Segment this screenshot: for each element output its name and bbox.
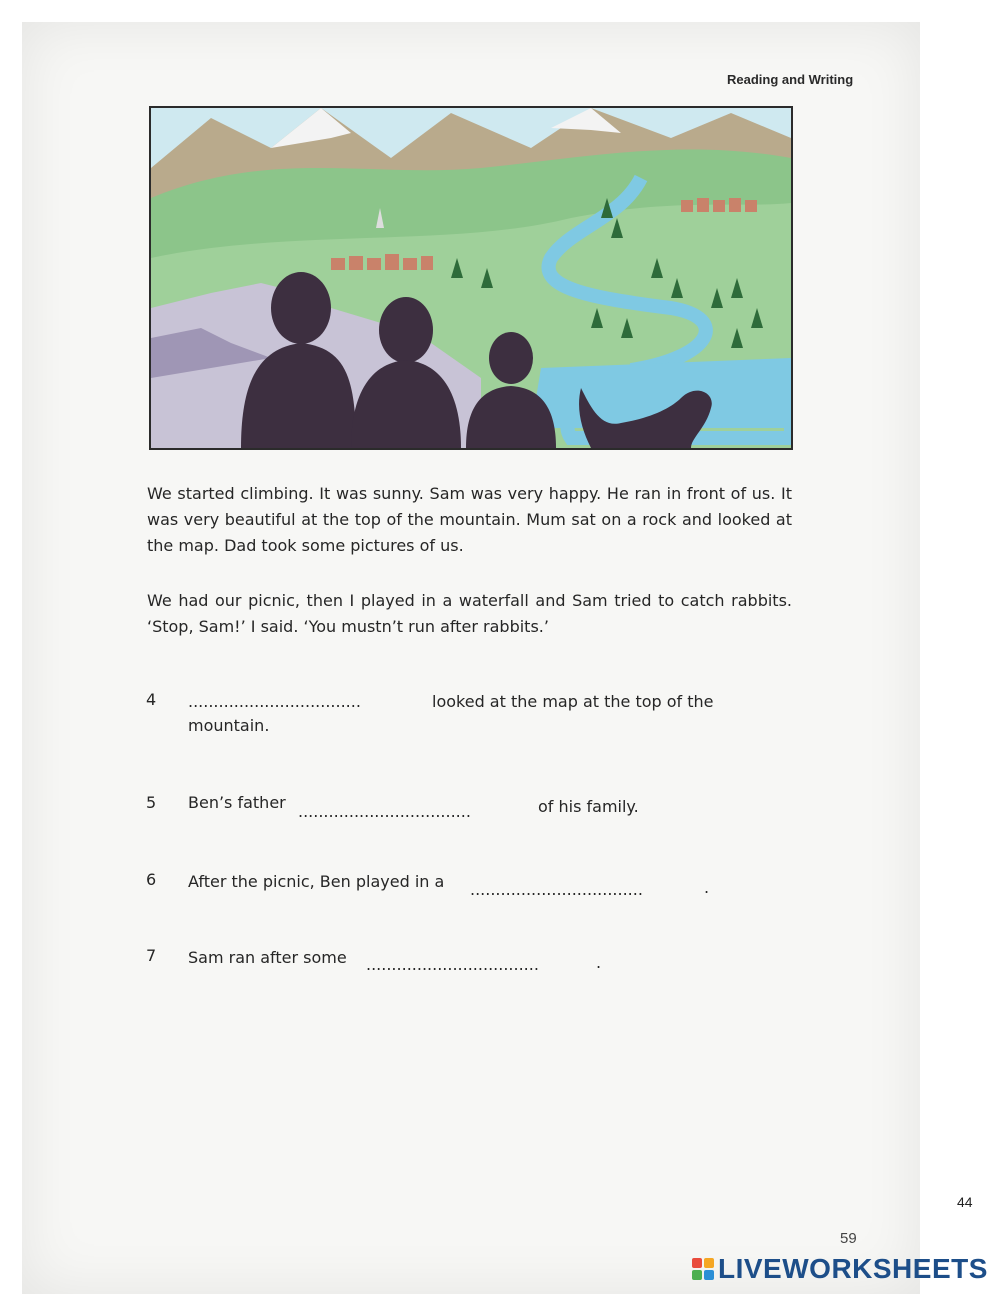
question-4-text-line2: mountain. (188, 716, 270, 735)
question-5-text-after: of his family. (538, 797, 639, 816)
section-header: Reading and Writing (727, 72, 854, 87)
logo-blocks-icon (692, 1258, 714, 1280)
question-7-text: Sam ran after some (188, 948, 347, 967)
question-4-text: looked at the map at the top of the (432, 692, 714, 711)
question-6-end: . (704, 878, 710, 897)
question-7-blank[interactable]: .................................. (366, 955, 539, 974)
question-6-blank[interactable]: .................................. (470, 880, 643, 899)
question-5-blank[interactable]: .................................. (298, 802, 471, 821)
question-6-number: 6 (146, 870, 157, 889)
question-7-number: 7 (146, 946, 157, 965)
answer-blank[interactable]: .................................. (188, 692, 361, 711)
liveworksheets-logo[interactable] (692, 1252, 988, 1286)
story-paragraph-2: We had our picnic, then I played in a waterfall and Sam tried to catch rabbits. ‘Stop, Sam!’ I said. ‘You mustn’t run after rabbits.’ (147, 591, 792, 636)
question-7-end: . (596, 953, 602, 972)
question-4-blank[interactable] (188, 692, 361, 711)
page-number: 59 (840, 1230, 857, 1247)
mountain-illustration (149, 106, 793, 450)
question-4-number: 4 (146, 690, 157, 709)
brand-name: LIVEWORKSHEETS (718, 1253, 988, 1284)
worksheet-number: 44 (957, 1194, 973, 1210)
question-5-text: Ben’s father (188, 793, 286, 812)
question-5-number: 5 (146, 793, 157, 812)
question-6-text: After the picnic, Ben played in a (188, 872, 445, 891)
story-paragraph-1: We started climbing. It was sunny. Sam was very happy. He ran in front of us. It was very beautiful at the top of the mountain. Mum sat on a rock and looked at the map. Dad took some pictures of us. (147, 484, 792, 555)
